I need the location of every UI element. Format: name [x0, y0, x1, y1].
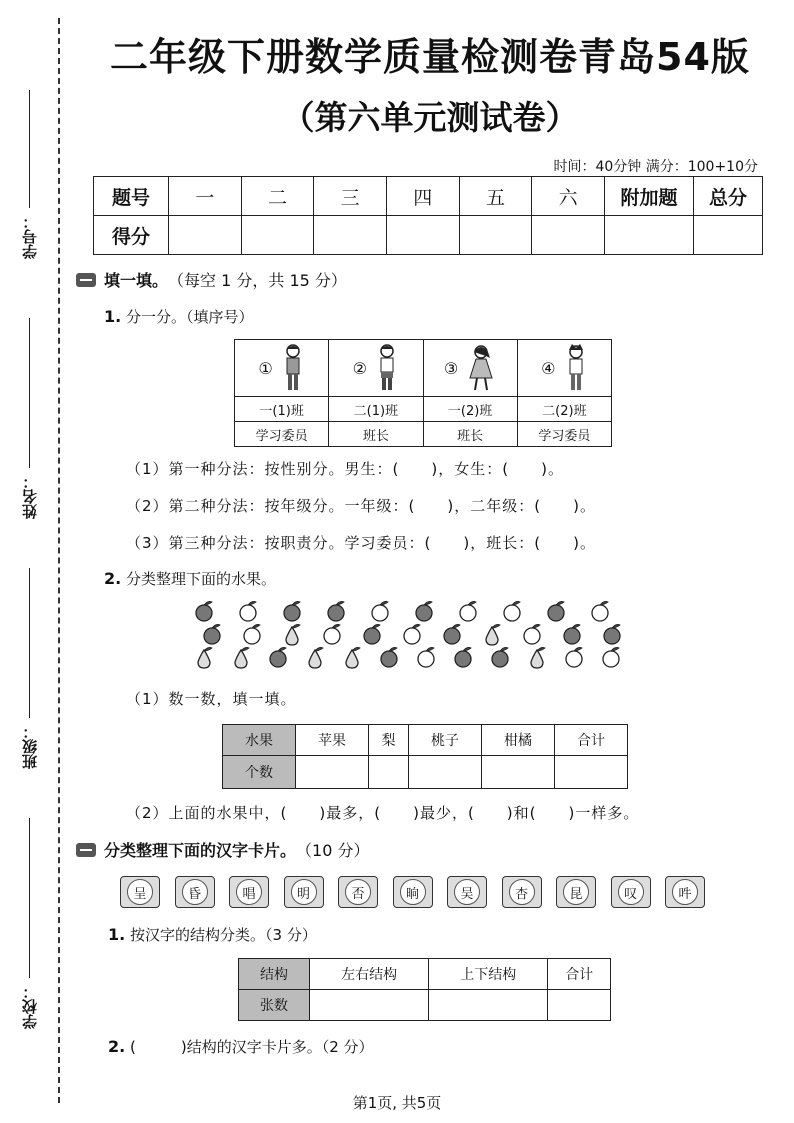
student-id-label: 学号： [20, 214, 39, 259]
s2-q1-number: 1. [108, 925, 126, 944]
kids-picture-row [235, 340, 612, 397]
school-field [18, 818, 40, 1029]
apple-icon [604, 624, 620, 644]
apple-icon [455, 647, 471, 667]
character-card [229, 876, 269, 908]
character-card [284, 876, 324, 908]
apple-icon [381, 647, 397, 667]
kid-number: ① [258, 358, 273, 378]
fruit-header-cell: 柑橘 [481, 725, 554, 756]
kid-cell [235, 340, 329, 397]
structure-header-cell: 合计 [548, 959, 611, 990]
s1-q1-line1[interactable]: （1）第一种分法：按性别分。男生：( )，女生：( )。 [126, 460, 564, 478]
section1-title: 填一填。 [104, 271, 169, 290]
fruit-header-row [223, 725, 628, 756]
character-card-text: 否 [345, 879, 371, 905]
fruit-header-cell: 合计 [554, 725, 627, 756]
score-header-cell: 一 [169, 177, 242, 216]
apple-icon [492, 647, 508, 667]
structure-header-cell: 上下结构 [429, 959, 548, 990]
fruit-row-label: 个数 [223, 756, 296, 789]
score-cell[interactable] [459, 216, 532, 255]
kid-number: ③ [443, 358, 459, 378]
character-card [556, 876, 596, 908]
kids-class-row [235, 397, 612, 422]
pear-icon [346, 647, 360, 668]
peach-icon [504, 601, 520, 621]
binding-dashed-line [58, 18, 60, 1103]
s2-q2-text[interactable]: ( )结构的汉字卡片多。（2 分） [130, 1038, 374, 1056]
peach-icon [372, 601, 388, 621]
fruit-count-table [222, 724, 628, 789]
score-header-row [94, 177, 763, 216]
name-field [18, 318, 40, 519]
page-subtitle: （第六单元测试卷） [281, 98, 579, 137]
fruit-count-cell[interactable] [295, 756, 368, 789]
apple-icon [284, 601, 300, 621]
fruit-count-cell[interactable] [481, 756, 554, 789]
kids-role-row [235, 422, 612, 447]
structure-count-cell[interactable] [429, 990, 548, 1021]
apple-icon [270, 647, 286, 667]
peach-icon [404, 624, 420, 644]
fruit-count-cell[interactable] [408, 756, 481, 789]
fruit-count-cell[interactable] [368, 756, 408, 789]
kid-number: ② [352, 358, 367, 378]
pear-icon [531, 647, 545, 668]
section2-note: （10 分） [296, 841, 370, 860]
peach-icon [244, 624, 260, 644]
name-blank[interactable] [29, 318, 30, 468]
score-header-cell: 四 [386, 177, 459, 216]
apple-icon [196, 601, 212, 621]
character-card [120, 876, 160, 908]
score-header-cell: 附加题 [605, 177, 694, 216]
structure-header-row [239, 959, 611, 990]
character-card [665, 876, 705, 908]
structure-row-label: 张数 [239, 990, 310, 1021]
apple-icon [444, 624, 460, 644]
structure-header-cell: 结构 [239, 959, 310, 990]
s1-q2-text: 分类整理下面的水果。 [126, 570, 277, 588]
page-footer: 第1页, 共5页 [352, 1094, 442, 1112]
kid-role-cell: 班长 [423, 422, 517, 447]
peach-icon [603, 647, 619, 667]
s2-q1-text: 按汉字的结构分类。（3 分） [130, 926, 317, 944]
pear-icon [235, 647, 249, 668]
character-card-text: 晌 [400, 879, 426, 905]
score-cell[interactable] [386, 216, 459, 255]
character-card-text: 昏 [182, 879, 208, 905]
kid-cell [517, 340, 611, 397]
kids-table [234, 339, 612, 447]
peach-icon [592, 601, 608, 621]
character-card [502, 876, 542, 908]
character-card-text: 吴 [454, 879, 480, 905]
structure-count-cell[interactable] [310, 990, 429, 1021]
fruit-header-cell: 苹果 [295, 725, 368, 756]
structure-table [238, 958, 611, 1021]
pear-icon [309, 647, 323, 668]
s1-q1 [104, 306, 254, 327]
score-header-cell: 总分 [694, 177, 763, 216]
kid-class-cell: 二(1)班 [329, 397, 423, 422]
score-cell[interactable] [694, 216, 763, 255]
s1-q1-text: 分一分。（填序号） [126, 308, 254, 326]
kid-role-cell: 学习委员 [517, 422, 611, 447]
time-score-info: 时间：40分钟 满分：100+10分 [553, 159, 758, 175]
s1-q1-line2[interactable]: （2）第二种分法：按年级分。一年级：( )，二年级：( )。 [126, 497, 596, 515]
boy-icon [375, 344, 399, 392]
peach-icon [524, 624, 540, 644]
kid-role-cell: 班长 [329, 422, 423, 447]
character-card [338, 876, 378, 908]
section-badge-icon [76, 843, 96, 857]
character-card-text: 杏 [509, 879, 535, 905]
section1-heading [76, 268, 347, 291]
class-blank[interactable] [29, 568, 30, 718]
score-cell[interactable] [314, 216, 387, 255]
score-cell[interactable] [241, 216, 314, 255]
s1-q2 [104, 568, 276, 589]
class-field [18, 568, 40, 769]
kid-class-cell: 一(2)班 [423, 397, 517, 422]
fruit-count-cell[interactable] [554, 756, 627, 789]
s1-q2-sub2[interactable]: （2）上面的水果中，( )最多，( )最少，( )和( )一样多。 [126, 804, 640, 822]
pear-icon [198, 647, 212, 668]
score-cell[interactable] [532, 216, 605, 255]
student-id-field [18, 90, 40, 259]
boy-icon [281, 344, 305, 392]
kid-class-cell: 二(2)班 [517, 397, 611, 422]
s2-q1 [108, 924, 317, 945]
apple-icon [328, 601, 344, 621]
apple-icon [416, 601, 432, 621]
apple-icon [564, 624, 580, 644]
kid-cell [329, 340, 423, 397]
character-card-text: 叹 [618, 879, 644, 905]
girl-icon [466, 344, 496, 392]
fruit-illustration [192, 600, 652, 672]
fruit-count-row [223, 756, 628, 789]
score-cell[interactable] [605, 216, 694, 255]
character-card-text: 呈 [127, 879, 153, 905]
s1-q1-number: 1. [104, 307, 122, 326]
section2-title: 分类整理下面的汉字卡片。 [104, 841, 297, 860]
kid-class-cell: 一(1)班 [235, 397, 329, 422]
character-card [447, 876, 487, 908]
score-value-row [94, 216, 763, 255]
character-card-text: 昆 [563, 879, 589, 905]
section-badge-icon [76, 273, 96, 287]
fruit-header-cell: 水果 [223, 725, 296, 756]
score-header-cell: 三 [314, 177, 387, 216]
score-header-cell: 六 [532, 177, 605, 216]
structure-header-cell: 左右结构 [310, 959, 429, 990]
fruit-group [192, 600, 652, 672]
pear-icon [286, 624, 300, 645]
student-id-blank[interactable] [29, 90, 30, 208]
character-card [175, 876, 215, 908]
boy-icon [564, 344, 588, 392]
school-blank[interactable] [29, 818, 30, 978]
fruit-header-cell: 桃子 [408, 725, 481, 756]
character-card-text: 吽 [672, 879, 698, 905]
score-header-cell: 二 [241, 177, 314, 216]
name-label: 姓名： [20, 474, 39, 519]
kid-number: ④ [541, 358, 556, 378]
class-label: 班级： [20, 724, 39, 769]
fruit-header-cell: 梨 [368, 725, 408, 756]
character-card [393, 876, 433, 908]
score-table [93, 176, 763, 255]
page-title: 二年级下册数学质量检测卷青岛54版 [110, 35, 750, 79]
score-row-label: 得分 [94, 216, 169, 255]
score-cell[interactable] [169, 216, 242, 255]
section1-note: （每空 1 分，共 15 分） [168, 271, 347, 290]
section2-heading [76, 838, 369, 861]
score-header-cell: 五 [459, 177, 532, 216]
peach-icon [460, 601, 476, 621]
character-card-text: 明 [291, 879, 317, 905]
s2-q2-number: 2. [108, 1037, 126, 1056]
peach-icon [324, 624, 340, 644]
peach-icon [418, 647, 434, 667]
kid-cell [423, 340, 517, 397]
score-header-cell: 题号 [94, 177, 169, 216]
s1-q2-number: 2. [104, 569, 122, 588]
s2-q2 [108, 1036, 374, 1057]
school-label: 学校： [20, 984, 39, 1029]
kid-role-cell: 学习委员 [235, 422, 329, 447]
s1-q1-line3[interactable]: （3）第三种分法：按职责分。学习委员：( )，班长：( )。 [126, 534, 596, 552]
structure-count-cell[interactable] [548, 990, 611, 1021]
character-cards [120, 874, 710, 910]
peach-icon [240, 601, 256, 621]
apple-icon [204, 624, 220, 644]
apple-icon [548, 601, 564, 621]
apple-icon [364, 624, 380, 644]
pear-icon [486, 624, 500, 645]
character-card-text: 唱 [236, 879, 262, 905]
character-card [611, 876, 651, 908]
structure-count-row [239, 990, 611, 1021]
peach-icon [566, 647, 582, 667]
s1-q2-sub1: （1）数一数，填一填。 [126, 690, 297, 708]
